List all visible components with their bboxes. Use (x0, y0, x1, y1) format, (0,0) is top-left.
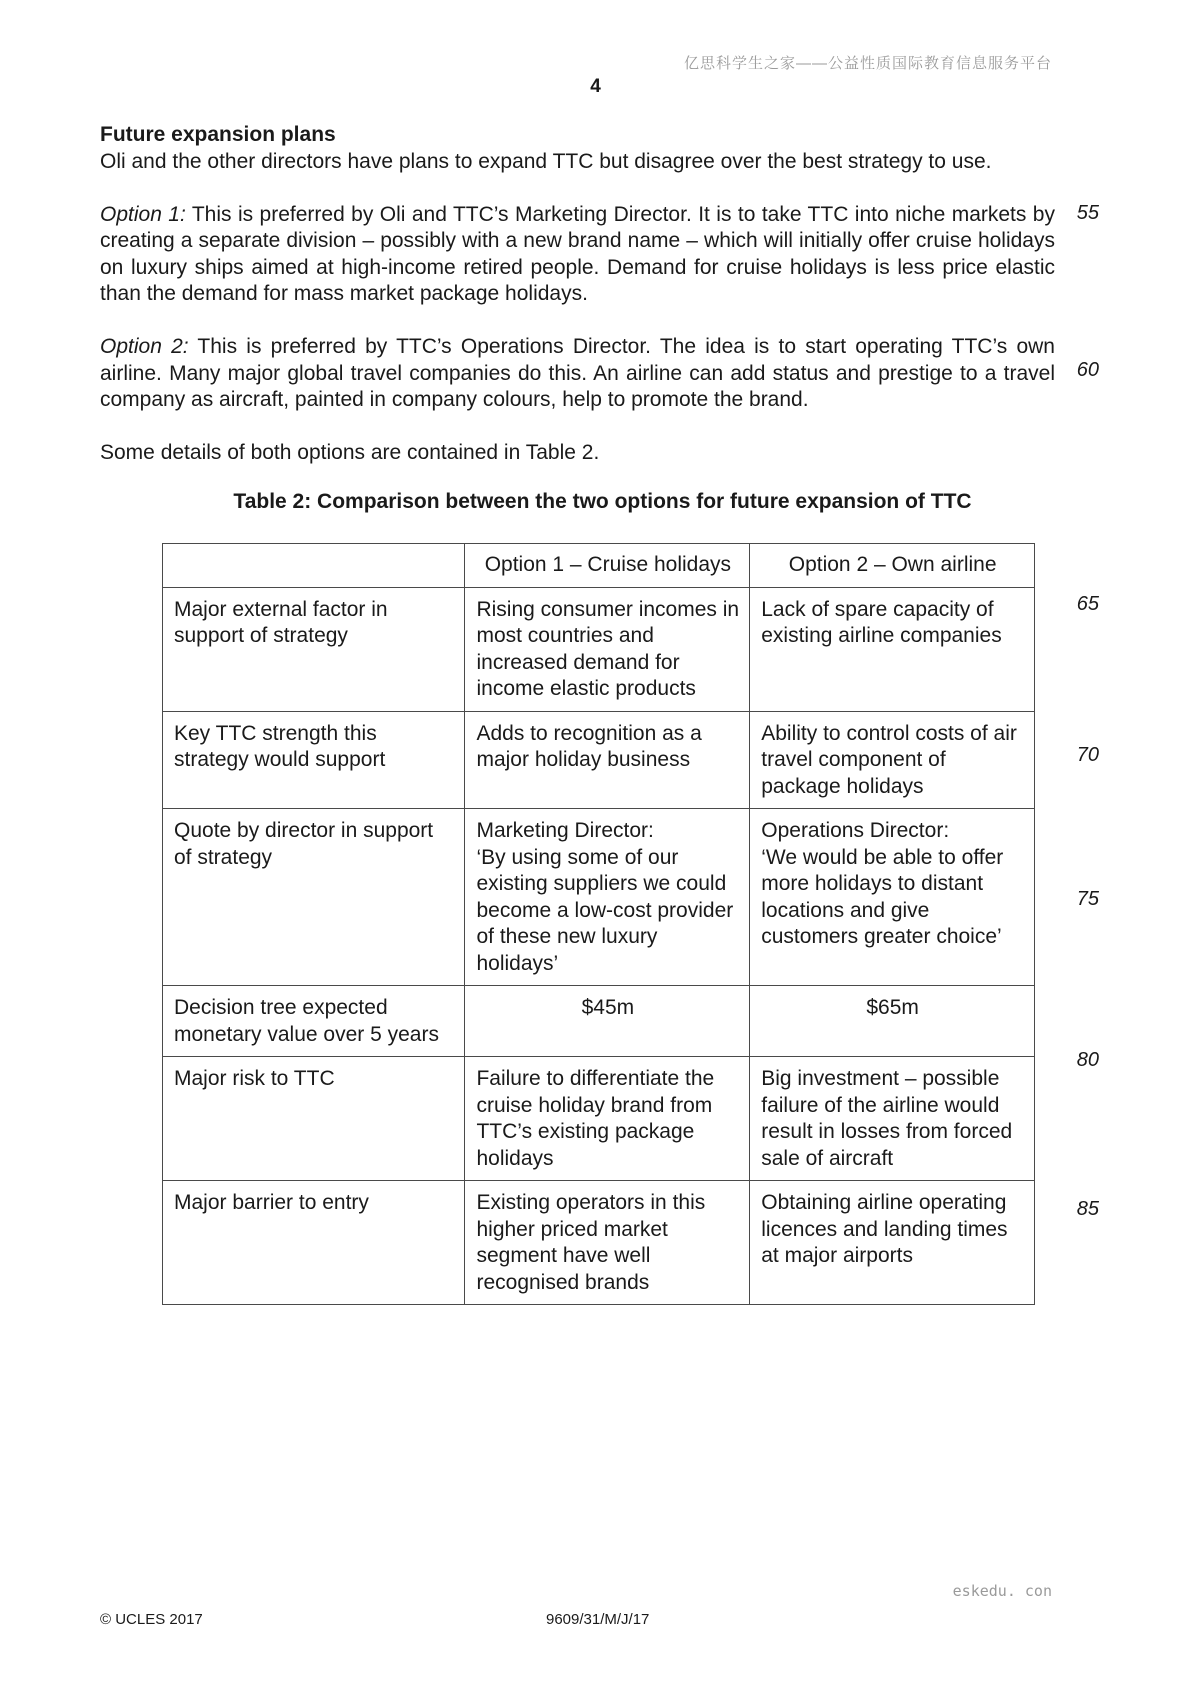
table-title: Table 2: Comparison between the two options for future expansion of TTC (233, 490, 972, 513)
watermark-header: 亿思科学生之家——公益性质国际教育信息服务平台 (683, 55, 1052, 72)
option1-cell: Existing operators in this higher priced market segment have well recognised brands (465, 1181, 750, 1305)
option2-cell: Big investment – possible failure of the airline would result in losses from forced sale of aircraft (750, 1057, 1035, 1181)
option1-paragraph (100, 202, 1055, 308)
intro-paragraph: Oli and the other directors have plans to expand TTC but disagree over the best strategy to use. (100, 149, 992, 173)
option2-text: This is preferred by TTC’s Operations Director. The idea is to start operating TTC’s own airline. Many major global travel companies do this. An airline can add status and prestige to a travel company as aircraft, painted in company colours, help to promote the brand. (100, 335, 1055, 411)
paper-code: 9609/31/M/J/17 (546, 1611, 650, 1628)
quote-speaker: Marketing Director: (476, 819, 654, 842)
table-row (163, 1181, 1035, 1305)
option2-cell (750, 809, 1035, 986)
option2-cell: Lack of spare capacity of existing airline companies (750, 587, 1035, 711)
row-label: Major risk to TTC (163, 1057, 465, 1181)
quote-text: ‘We would be able to offer more holidays to distant locations and give customers greater choice’ (761, 845, 1004, 948)
option1-label: Option 1: (100, 202, 186, 226)
option1-cell: Rising consumer incomes in most countries and increased demand for income elastic products (465, 587, 750, 711)
quote-speaker: Operations Director: (761, 819, 950, 842)
row-label: Key TTC strength this strategy would support (163, 711, 465, 809)
row-label: Quote by director in support of strategy (163, 809, 465, 986)
line-number-70: 70 (1076, 744, 1099, 766)
page-number: 4 (590, 76, 601, 97)
copyright: © UCLES 2017 (100, 1611, 203, 1628)
row-label: Major barrier to entry (163, 1181, 465, 1305)
option1-cell: $45m (465, 986, 750, 1057)
line-number-75: 75 (1076, 888, 1099, 910)
option1-cell: Failure to differentiate the cruise holiday brand from TTC’s existing package holidays (465, 1057, 750, 1181)
comparison-table (162, 543, 1035, 1305)
option1-cell (465, 809, 750, 986)
table-row (163, 711, 1035, 809)
details-paragraph: Some details of both options are contained in Table 2. (100, 441, 600, 464)
option1-cell: Adds to recognition as a major holiday business (465, 711, 750, 809)
option2-paragraph (100, 334, 1055, 414)
table-header-row (163, 544, 1035, 588)
section-heading: Future expansion plans (100, 123, 336, 146)
line-number-85: 85 (1076, 1198, 1099, 1220)
option2-cell: $65m (750, 986, 1035, 1057)
table-row (163, 986, 1035, 1057)
row-label: Major external factor in support of strategy (163, 587, 465, 711)
header-cell-empty (163, 544, 465, 588)
watermark-footer: eskedu. con (952, 1582, 1052, 1600)
table-row (163, 587, 1035, 711)
table-row (163, 1057, 1035, 1181)
option2-cell: Obtaining airline operating licences and landing times at major airports (750, 1181, 1035, 1305)
option2-cell: Ability to control costs of air travel component of package holidays (750, 711, 1035, 809)
option1-text: This is preferred by Oli and TTC’s Marketing Director. It is to take TTC into niche markets by creating a separate division – possibly with a new brand name – which will initially offer cruise holidays on luxury ships aimed at high-income retired people. Demand for cruise holidays is less price elastic than the demand for mass market package holidays. (100, 202, 1055, 305)
row-label: Decision tree expected monetary value over 5 years (163, 986, 465, 1057)
line-number-60: 60 (1076, 359, 1099, 381)
table-row (163, 809, 1035, 986)
expansion-section (100, 122, 1055, 493)
header-cell-option2: Option 2 – Own airline (750, 544, 1035, 588)
line-number-65: 65 (1076, 593, 1099, 615)
option2-label: Option 2: (100, 335, 189, 358)
header-cell-option1: Option 1 – Cruise holidays (465, 544, 750, 588)
line-number-55: 55 (1076, 202, 1099, 224)
quote-text: ‘By using some of our existing suppliers we could become a low-cost provider of these new luxury holidays’ (476, 845, 734, 975)
line-number-80: 80 (1076, 1049, 1099, 1071)
